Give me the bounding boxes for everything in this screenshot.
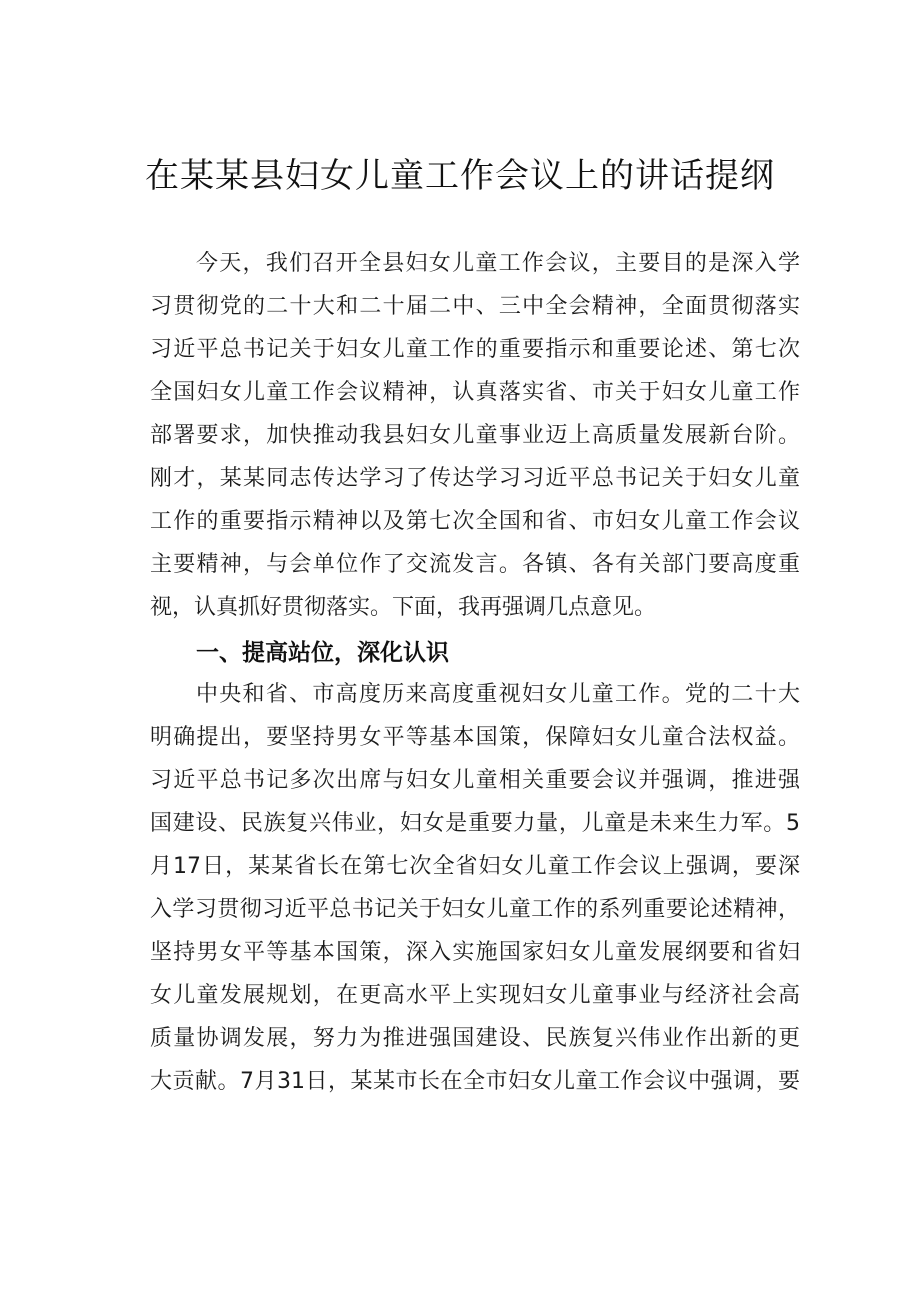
- paragraph-line: 大贡献。7月31日，某某市长在全市妇女儿童工作会议中强调，要: [150, 1069, 800, 1094]
- paragraph-line: 工作的重要指示精神以及第七次全国和省、市妇女儿童工作会议: [150, 509, 800, 534]
- paragraph-line: 习贯彻党的二十大和二十届二中、三中全会精神，全面贯彻落实: [150, 294, 800, 319]
- paragraph-line: 中央和省、市高度历来高度重视妇女儿童工作。党的二十大: [196, 682, 800, 707]
- paragraph-line: 质量协调发展，努力为推进强国建设、民族复兴伟业作出新的更: [150, 1026, 800, 1051]
- paragraph-line: 今天，我们召开全县妇女儿童工作会议，主要目的是深入学: [196, 251, 800, 276]
- paragraph-line: 明确提出，要坚持男女平等基本国策，保障妇女儿童合法权益。: [150, 725, 800, 750]
- paragraph-line: 国建设、民族复兴伟业，妇女是重要力量，儿童是未来生力军。5: [150, 811, 800, 836]
- paragraph-line: 视，认真抓好贯彻落实。下面，我再强调几点意见。: [150, 595, 657, 620]
- paragraph-line: 入学习贯彻习近平总书记关于妇女儿童工作的系列重要论述精神，: [150, 897, 800, 922]
- paragraph-line: 月17日，某某省长在第七次全省妇女儿童工作会议上强调，要深: [150, 854, 800, 879]
- document-title: 在某某县妇女儿童工作会议上的讲话提纲: [145, 156, 775, 196]
- paragraph-line: 习近平总书记多次出席与妇女儿童相关重要会议并强调，推进强: [150, 768, 800, 793]
- paragraph-line: 习近平总书记关于妇女儿童工作的重要指示和重要论述、第七次: [150, 337, 800, 362]
- paragraph-line: 女儿童发展规划，在更高水平上实现妇女儿童事业与经济社会高: [150, 983, 800, 1008]
- paragraph-line: 坚持男女平等基本国策，深入实施国家妇女儿童发展纲要和省妇: [150, 940, 800, 965]
- section-heading: 一、提高站位，深化认识: [196, 640, 449, 666]
- paragraph-line: 全国妇女儿童工作会议精神，认真落实省、市关于妇女儿童工作: [150, 380, 800, 405]
- paragraph-line: 主要精神，与会单位作了交流发言。各镇、各有关部门要高度重: [150, 552, 800, 577]
- paragraph-line: 部署要求，加快推动我县妇女儿童事业迈上高质量发展新台阶。: [150, 423, 800, 448]
- paragraph-line: 刚才，某某同志传达学习了传达学习习近平总书记关于妇女儿童: [150, 466, 800, 491]
